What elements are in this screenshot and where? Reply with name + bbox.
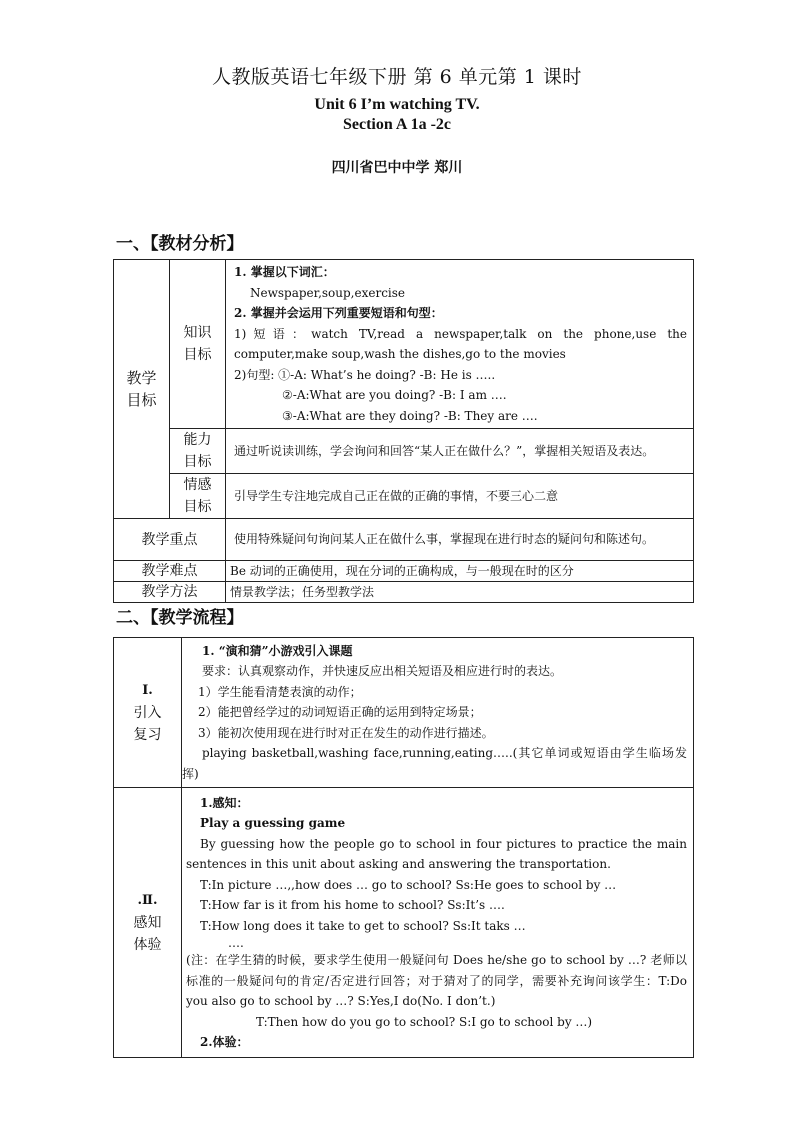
- knowledge-label-text: 知识目标: [183, 325, 212, 363]
- step1-line-2: 要求：认真观察动作，并快速反应出相关短语及相应进行时的表达。: [202, 664, 563, 679]
- step2-line-7: ….: [228, 936, 244, 950]
- step1-line-1: 1. “演和猜”小游戏引入课题: [202, 643, 353, 658]
- emotion-text: 引导学生专注地完成自己正在做的正确的事情，不要三心二意: [226, 474, 694, 519]
- ability-text: 通过听说读训练，学会询问和回答“某人正在做什么？”，掌握相关短语及表达。: [226, 429, 694, 474]
- step1-content: [182, 638, 694, 788]
- method-text: 情景教学法；任务型教学法: [226, 582, 694, 603]
- step2-line-9: T:Then how do you go to school? S:I go to school by …): [256, 1014, 593, 1029]
- step2-label: 感知体验: [133, 914, 162, 953]
- difficulty-row: [114, 561, 694, 582]
- process-heading: 二、【教学流程】: [116, 608, 244, 628]
- emotion-label: [170, 474, 226, 519]
- emotion-row: [114, 474, 694, 519]
- key-point-label: 教学重点: [114, 519, 226, 561]
- step1-line-5: 3）能初次使用现在进行时对正在发生的动作进行描述。: [198, 725, 494, 740]
- analysis-table: [113, 259, 694, 603]
- knowledge-line-6: ②-A:What are you doing? -B: I am ….: [282, 388, 507, 402]
- step2-line-2: Play a guessing game: [200, 816, 346, 830]
- step2-line-10: 2.体验：: [200, 1035, 249, 1049]
- step2-content: [182, 788, 694, 1058]
- section-title: Section A 1a -2c: [343, 116, 451, 133]
- step2-label-cell: [114, 788, 182, 1058]
- knowledge-line-3: 2. 掌握并会运用下列重要短语和句型：: [234, 306, 443, 320]
- step1-line-4: 2）能把曾经学过的动词短语正确的运用到特定场景；: [198, 705, 482, 720]
- step1-line-3: 1）学生能看清楚表演的动作；: [198, 684, 362, 699]
- step2-line-6: T:How long does it take to get to school? Ss:It taks …: [200, 918, 526, 933]
- step1-line-6: playing basketball,washing face,running,eating…..(其它单词或短语由学生临场发挥): [182, 746, 687, 781]
- step1-label: 引入复习: [133, 704, 162, 743]
- emotion-label-text: 情感目标: [183, 477, 212, 515]
- knowledge-line-1: 1. 掌握以下词汇：: [234, 265, 335, 279]
- lesson-title: 人教版英语七年级下册 第 6 单元第 1 课时: [212, 66, 582, 88]
- step1-label-cell: [114, 638, 182, 788]
- step2-line-5: T:How far is it from his home to school? Ss:It’s ….: [200, 898, 505, 912]
- step2-row: [114, 788, 694, 1058]
- key-point-text: 使用特殊疑问句询问某人正在做什么事，掌握现在进行时态的疑问句和陈述句。: [226, 519, 694, 561]
- method-label: 教学方法: [114, 582, 226, 603]
- analysis-heading: 一、【教材分析】: [116, 234, 244, 254]
- step2-line-3: By guessing how the people go to school in four pictures to practice the main sentences in this unit about asking and answering the transportation.: [186, 836, 687, 871]
- knowledge-line-5: 2)句型: ①-A: What’s he doing? -B: He is …..: [234, 367, 496, 382]
- knowledge-line-2: Newspaper,soup,exercise: [250, 285, 406, 300]
- key-point-row: [114, 519, 694, 561]
- difficulty-text: Be 动词的正确使用，现在分词的正确构成，与一般现在时的区分: [226, 561, 694, 582]
- knowledge-line-4: 1)短语：watch TV,read a newspaper,talk on the phone,use the computer,make soup,wash the dishes,go to the movies: [234, 326, 687, 361]
- step2-line-8: (注：在学生猜的时候，要求学生使用一般疑问句 Does he/she go to school by …? 老师以标准的一般疑问句的肯定/否定进行回答；对于猜对了的同学，需要补充询问该学生：T:Do you also go to school by …? S:Yes,I do(No. I don’t.): [186, 953, 687, 1008]
- knowledge-label: [170, 260, 226, 429]
- step1-number: Ⅰ.: [142, 682, 153, 698]
- ability-label: [170, 429, 226, 474]
- goal-label: [114, 260, 170, 519]
- step2-line-1: 1.感知：: [200, 795, 249, 810]
- knowledge-line-7: ③-A:What are they doing? -B: They are ….: [282, 408, 538, 423]
- method-row: [114, 582, 694, 603]
- goal-label-text: 教学目标: [126, 369, 157, 409]
- unit-title: Unit 6 I’m watching TV.: [314, 96, 480, 113]
- step1-row: [114, 638, 694, 788]
- step2-number: .Ⅱ.: [137, 892, 158, 908]
- author-line: 四川省巴中中学 郑川: [331, 160, 463, 176]
- process-table: [113, 637, 694, 1058]
- ability-label-text: 能力目标: [183, 432, 212, 470]
- step2-line-4: T:In picture …,,how does … go to school? Ss:He goes to school by …: [200, 877, 617, 892]
- difficulty-label: 教学难点: [114, 561, 226, 582]
- ability-row: [114, 429, 694, 474]
- knowledge-row: [114, 260, 694, 429]
- knowledge-content: [226, 260, 694, 429]
